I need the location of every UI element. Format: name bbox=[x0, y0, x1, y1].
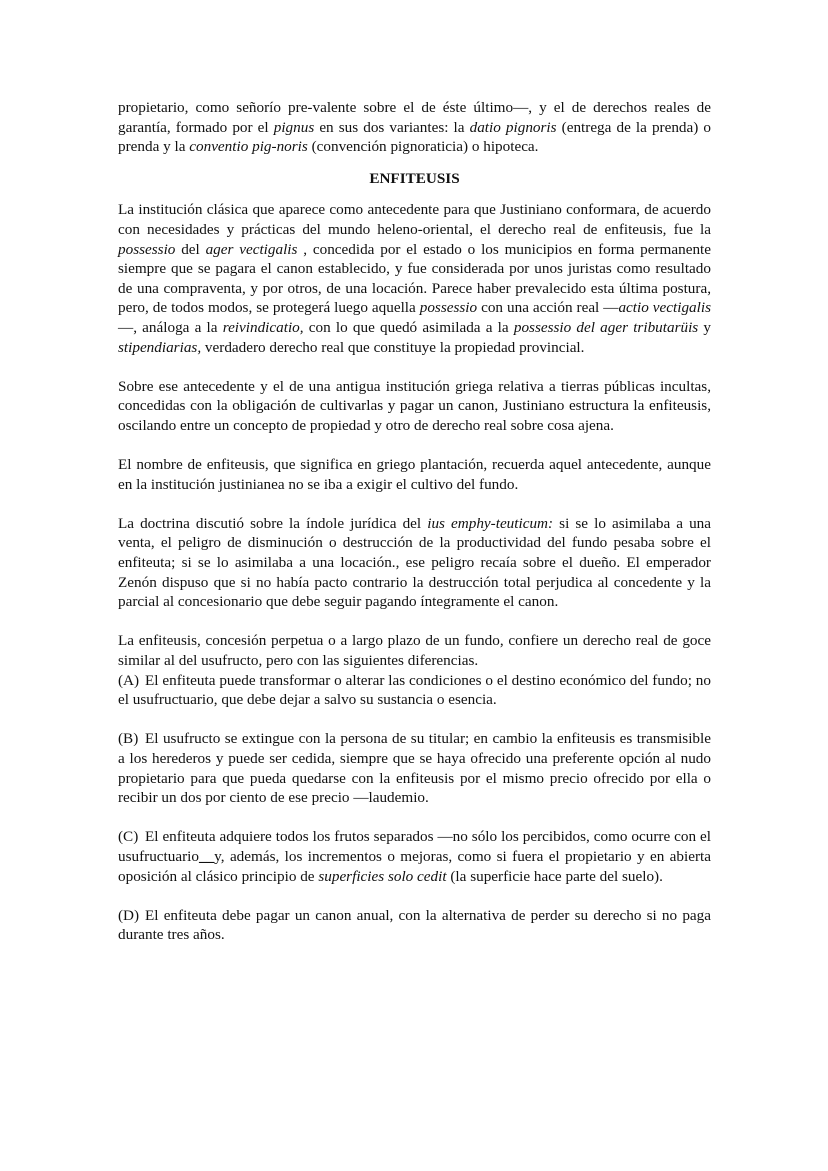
list-item-b bbox=[118, 729, 711, 807]
text-run: —, análoga a la bbox=[118, 318, 223, 336]
latin-term: actio vectigalis bbox=[618, 299, 711, 317]
item-text: El usufructo se extingue con la persona de su titular; en cambio la enfiteusis es transmisible a los herederos y puede ser cedida, siempre que se haya ofrecido una preferente opción al nudo propietario para que pueda quedarse con la enfiteusis por el mismo precio ofrecido por ella o recibir un dos por ciento de ese precio —laudemio. bbox=[118, 730, 711, 807]
latin-term: possessio bbox=[419, 299, 478, 317]
text-run: (entrega de la prenda) o prenda y la bbox=[118, 118, 712, 156]
latin-term: ager vectigalis bbox=[205, 240, 298, 258]
latin-term: pignus bbox=[273, 118, 315, 136]
paragraph-greek-institution: Sobre ese antecedente y el de una antigua institución griega relativa a tierras públicas incultas, concedidas con la obligación de cultivarlas y pagar un canon, Justiniano estructura la enfiteusis, oscilando entre un concepto de propiedad y otro de derecho real sobre cosa ajena. bbox=[118, 377, 711, 434]
paragraph-name-meaning: El nombre de enfiteusis, que significa en griego plantación, recuerda aquel antecedente, aunque en la institución justinianea no se iba a exigir el cultivo del fundo. bbox=[118, 456, 711, 493]
item-text: El enfiteuta debe pagar un canon anual, con la alternativa de perder su derecho si no paga durante tres años. bbox=[118, 906, 711, 944]
list-item-c bbox=[118, 827, 711, 886]
list-item-a bbox=[118, 671, 711, 710]
section-title: ENFITEUSIS bbox=[369, 169, 460, 187]
latin-term: possessio bbox=[118, 240, 176, 258]
paragraph-antecedent bbox=[118, 200, 711, 357]
text-run: del bbox=[175, 240, 206, 258]
text-run: en sus dos variantes: la bbox=[314, 118, 470, 136]
latin-term: conventio pig-noris bbox=[189, 138, 308, 156]
item-text: y, además, los incrementos o mejoras, como si fuera el propietario y en abierta oposición al clásico principio de bbox=[118, 847, 711, 885]
paragraph-doctrine bbox=[118, 514, 711, 612]
item-label: (A) bbox=[118, 671, 140, 689]
latin-term: possessio del ager tributarüis bbox=[513, 318, 699, 336]
latin-term: ius emphy-teuticum: bbox=[427, 514, 554, 532]
text-run: verdadero derecho real que constituye la propiedad provincial. bbox=[201, 338, 585, 356]
item-text: El enfiteuta adquiere todos los frutos separados —no sólo los percibidos, como ocurre con el usufructuario bbox=[118, 828, 711, 865]
item-label: (B) bbox=[118, 730, 139, 748]
document-page bbox=[118, 98, 711, 945]
latin-term: datio pignoris bbox=[469, 118, 557, 136]
text-run: y bbox=[698, 318, 711, 336]
text-run: con una acción real — bbox=[477, 299, 619, 317]
item-label: (C) bbox=[118, 828, 139, 846]
latin-term: superficies solo cedit bbox=[318, 867, 447, 885]
blank-line: __ bbox=[198, 847, 215, 865]
text-run: La institución clásica que aparece como antecedente para que Justiniano conformara, de acuerdo con necesidades y prácticas del mundo heleno-oriental, el derecho real de enfiteusis, fue la bbox=[118, 201, 711, 238]
text-run: si se lo asimilaba a una venta, el peligro de disminución o destrucción de la productividad del fundo pesaba sobre el enfiteuta; si se lo asimilaba a una locación., ese peligro recaía sobre el dueño. El emperador Zenón dispuso que si no había pacto contrario la destrucción total perjudica al concedente y la parcial al concesionario que debe seguir pagando íntegramente el canon. bbox=[118, 514, 712, 611]
item-label: (D) bbox=[118, 906, 140, 924]
text-run: La doctrina discutió sobre la índole jurídica del bbox=[118, 514, 428, 532]
latin-term: stipendiarias, bbox=[118, 338, 202, 356]
item-text: (la superficie hace parte del suelo). bbox=[446, 867, 663, 885]
text-run: propietario, como señorío pre-valente sobre el de éste último—, y el de derechos reales de garantía, formado por el bbox=[118, 99, 711, 136]
paragraph-differences-intro: La enfiteusis, concesión perpetua o a largo plazo de un fundo, confiere un derecho real de goce similar al del usufructo, pero con las siguientes diferencias. bbox=[118, 632, 711, 670]
list-item-d bbox=[118, 906, 711, 945]
text-run: , concedida por el estado o los municipios en forma permanente siempre que se pagara el canon establecido, y fue considerada por unos juristas como resultado de una compraventa, y por otros, de una locación. Parece haber prevalecido esta última postura, pero, de todos modos, se protegerá luego aquella bbox=[118, 240, 711, 317]
text-run: con lo que quedó asimilada a la bbox=[303, 318, 514, 336]
item-text: El enfiteuta puede transformar o alterar las condiciones o el destino económico del fundo; no el usufructuario, que debe dejar a salvo su sustancia o esencia. bbox=[118, 671, 711, 709]
text-run: (convención pignoraticia) o hipoteca. bbox=[307, 138, 539, 156]
latin-term: reivindicatio, bbox=[222, 318, 304, 336]
intro-paragraph bbox=[118, 98, 711, 157]
